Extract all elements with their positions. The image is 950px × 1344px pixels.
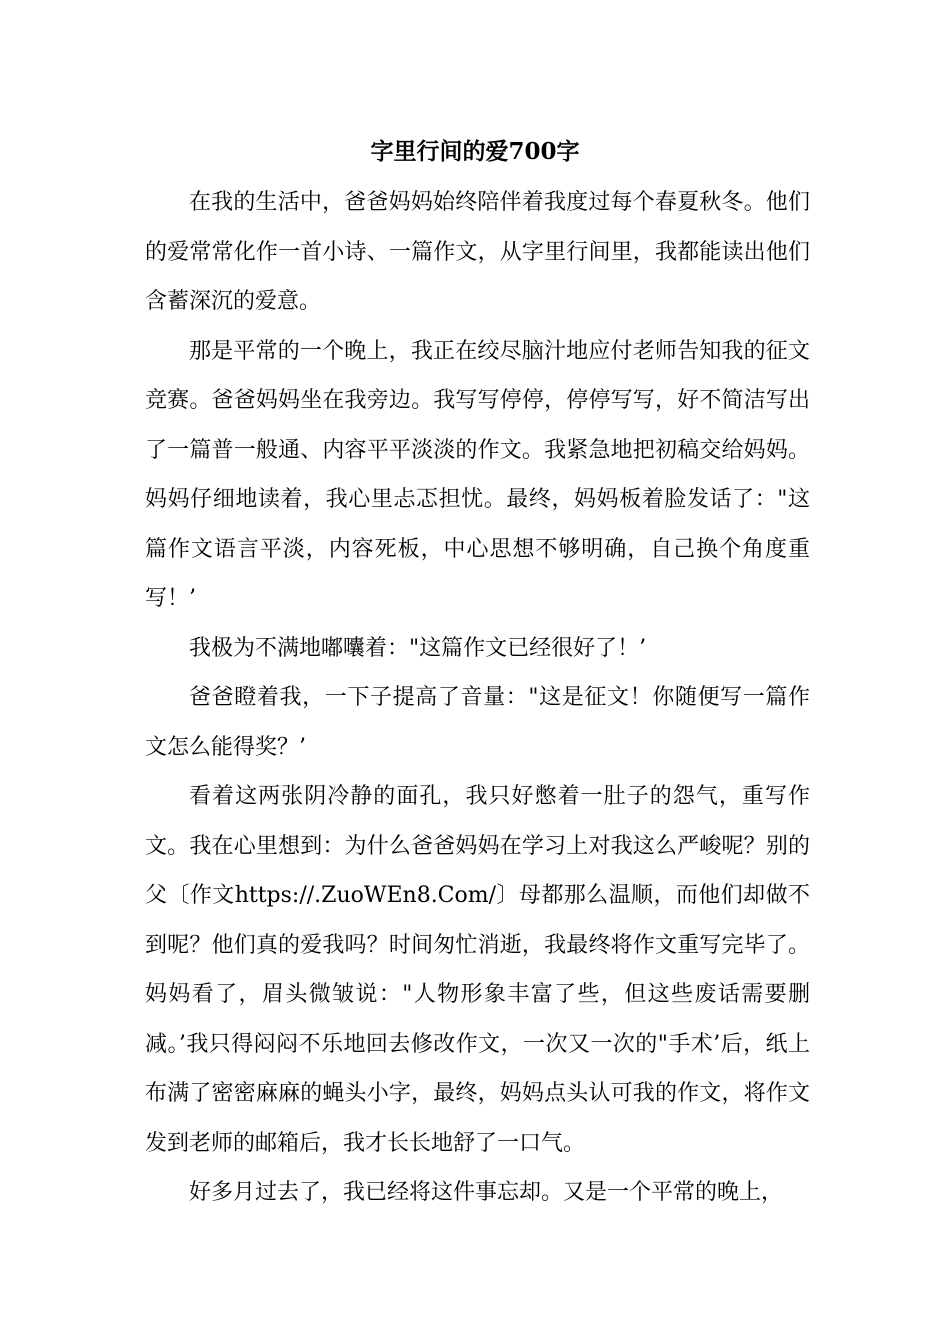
paragraph-6: 好多月过去了，我已经将这件事忘却。又是一个平常的晚上， [189, 1180, 784, 1205]
paragraph-4: 爸爸瞪着我，一下子提高了音量："这是征文！你随便写一篇作文怎么能得奖？’ [145, 685, 810, 760]
article-body [145, 178, 810, 1218]
paragraph-1: 在我的生活中，爸爸妈妈始终陪伴着我度过每个春夏秋冬。他们的爱常常化作一首小诗、一篇作文，从字里行间里，我都能读出他们含蓄深沉的爱意。 [145, 190, 810, 314]
paragraph-5: 看着这两张阴冷静的面孔，我只好憋着一肚子的怨气，重写作文。我在心里想到：为什么爸爸妈妈在学习上对我这么严峻呢？别的父〔作文https://.ZuoWEn8.Com/〕母都那么温顺，而他们却做不到呢？他们真的爱我吗？时间匆忙消逝，我最终将作文重写完毕了。妈妈看了，眉头微皱说："人物形象丰富了些，但这些废话需要删减。’我只得闷闷不乐地回去修改作文，一次又一次的"手术’后，纸上布满了密密麻麻的蝇头小字，最终，妈妈点头认可我的作文，将作文发到老师的邮箱后，我才长长地舒了一口气。 [145, 784, 810, 1156]
paragraph-3: 我极为不满地嘟囔着："这篇作文已经很好了！’ [189, 635, 647, 661]
paragraph-2: 那是平常的一个晚上，我正在绞尽脑汁地应付老师告知我的征文竞赛。爸爸妈妈坐在我旁边。我写写停停，停停写写，好不简洁写出了一篇普一般通、内容平平淡淡的作文。我紧急地把初稿交给妈妈。妈妈仔细地读着，我心里忐忑担忧。最终，妈妈板着脸发话了："这篇作文语言平淡，内容死板，中心思想不够明确，自己换个角度重写！’ [145, 338, 810, 611]
page-title: 字里行间的爱700字 [370, 138, 580, 165]
